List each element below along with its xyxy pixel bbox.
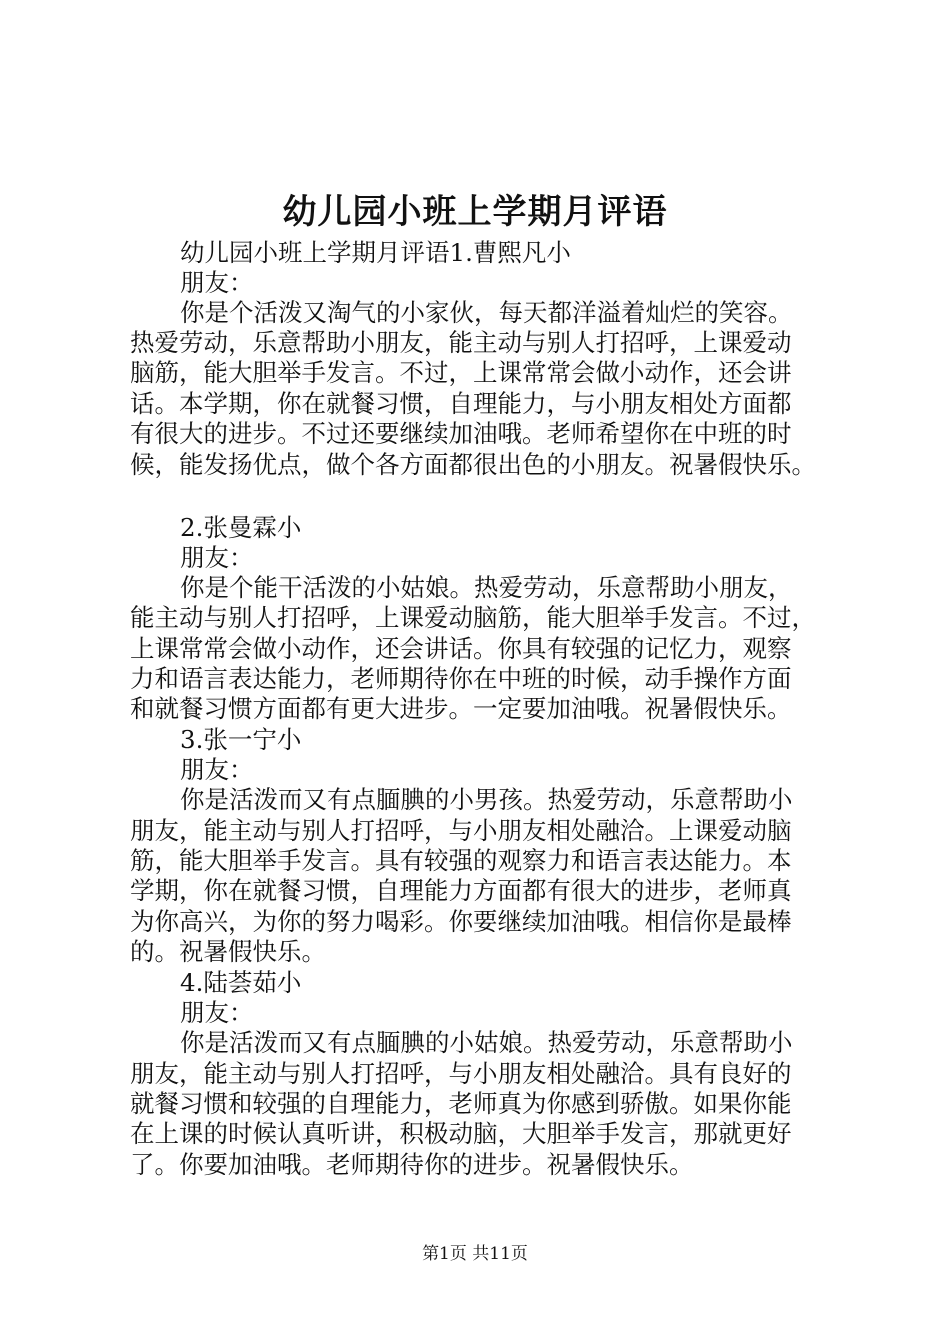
text-line: 2.张曼霖小: [180, 513, 302, 542]
text-line: 在上课的时候认真听讲，积极动脑，大胆举手发言，那就更好: [130, 1119, 792, 1148]
text-line: 你是个能干活泼的小姑娘。热爱劳动，乐意帮助小朋友，: [180, 573, 793, 602]
text-line: 你是活泼而又有点腼腆的小姑娘。热爱劳动，乐意帮助小: [180, 1028, 793, 1057]
text-line: 的。祝暑假快乐。: [130, 937, 326, 966]
text-line: 幼儿园小班上学期月评语1.曹熙凡小: [180, 238, 571, 267]
page-title: 幼儿园小班上学期月评语: [282, 192, 668, 232]
text-line: 朋友：: [180, 268, 254, 297]
text-line: 有很大的进步。不过还要继续加油哦。老师希望你在中班的时: [130, 419, 792, 448]
text-line: 你是个活泼又淘气的小家伙，每天都洋溢着灿烂的笑容。: [180, 298, 793, 327]
text-line: 热爱劳动，乐意帮助小朋友，能主动与别人打招呼，上课爱动: [130, 328, 792, 357]
text-line: 了。你要加油哦。老师期待你的进步。祝暑假快乐。: [130, 1150, 694, 1179]
text-line: 朋友，能主动与别人打招呼，与小朋友相处融洽。具有良好的: [130, 1059, 792, 1088]
text-line: 脑筋，能大胆举手发言。不过，上课常常会做小动作，还会讲: [130, 358, 792, 387]
text-line: 4.陆荟茹小: [180, 968, 302, 997]
text-line: 和就餐习惯方面都有更大进步。一定要加油哦。祝暑假快乐。: [130, 694, 792, 723]
text-line: 上课常常会做小动作，还会讲话。你具有较强的记忆力，观察: [130, 634, 792, 663]
text-line: 为你高兴，为你的努力喝彩。你要继续加油哦。相信你是最棒: [130, 907, 792, 936]
text-line: 朋友，能主动与别人打招呼，与小朋友相处融洽。上课爱动脑: [130, 816, 792, 845]
text-line: 3.张一宁小: [180, 725, 302, 754]
text-line: 筋，能大胆举手发言。具有较强的观察力和语言表达能力。本: [130, 846, 792, 875]
text-line: 朋友：: [180, 543, 254, 572]
text-line: 话。本学期，你在就餐习惯，自理能力，与小朋友相处方面都: [130, 389, 792, 418]
text-line: 力和语言表达能力，老师期待你在中班的时候，动手操作方面: [130, 664, 792, 693]
text-line: 学期，你在就餐习惯，自理能力方面都有很大的进步，老师真: [130, 876, 792, 905]
text-line: 就餐习惯和较强的自理能力，老师真为你感到骄傲。如果你能: [130, 1089, 792, 1118]
text-line: 朋友：: [180, 755, 254, 784]
text-line: 候，能发扬优点，做个各方面都很出色的小朋友。祝暑假快乐。: [130, 450, 816, 479]
text-line: 能主动与别人打招呼，上课爱动脑筋，能大胆举手发言。不过，: [130, 603, 816, 632]
text-line: 你是活泼而又有点腼腆的小男孩。热爱劳动，乐意帮助小: [180, 785, 793, 814]
page-footer: 第1页 共11页: [422, 1244, 528, 1264]
text-line: 朋友：: [180, 998, 254, 1027]
